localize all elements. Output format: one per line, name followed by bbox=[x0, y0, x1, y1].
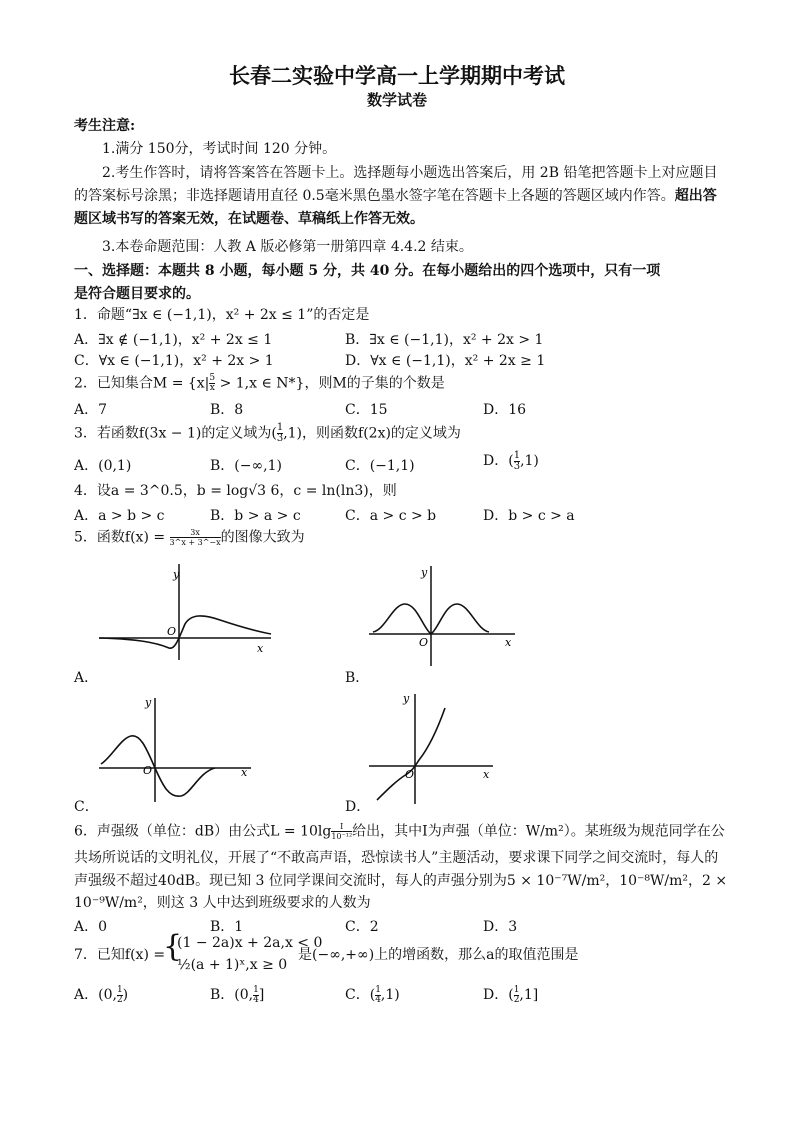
q7-option-b-post: ] bbox=[258, 987, 265, 1003]
q5-graph-a bbox=[95, 558, 275, 668]
q2-option-a: A．7 bbox=[74, 402, 108, 418]
q1-option-b: B．∃x ∈ (−1,1)，x² + 2x > 1 bbox=[345, 332, 544, 348]
q3-stem bbox=[74, 423, 461, 444]
graph-a-y-label: y bbox=[173, 568, 180, 581]
q4-option-a: A．a > b > c bbox=[74, 508, 165, 524]
q2-stem-pre: 2．已知集合M = {x| bbox=[74, 375, 210, 392]
q5-graph-c bbox=[95, 690, 255, 808]
q2-stem-post: > 1,x ∈ N*}，则M的子集的个数是 bbox=[215, 375, 445, 392]
q6-option-a: A．0 bbox=[74, 919, 108, 935]
q2-option-d: D．16 bbox=[483, 402, 527, 418]
q1-stem: 1．命题“∃x ∈ (−1,1)，x² + 2x ≤ 1”的否定是 bbox=[74, 307, 370, 323]
q7-option-c bbox=[345, 984, 400, 1005]
q4-option-c: C．a > c > b bbox=[345, 508, 437, 524]
q7-option-a bbox=[74, 984, 128, 1005]
q7-option-c-post: ,1) bbox=[380, 987, 400, 1003]
q6-frac-den: 10⁻¹² bbox=[331, 832, 353, 841]
q1-option-c: C．∀x ∈ (−1,1)，x² + 2x > 1 bbox=[74, 353, 274, 369]
section-heading-line2: 是符合题目要求的。 bbox=[74, 286, 200, 302]
graph-a-curve bbox=[99, 616, 271, 648]
q6-line3: 声强级不超过40dB。现已知 3 位同学课间交流时，每人的声强分别为5 × 10⁻⁷W/m²，10⁻⁸W/m²，2 × bbox=[74, 873, 728, 889]
graph-c-y-label: y bbox=[145, 696, 152, 709]
section-heading-line1: 一、选择题：本题共 8 小题，每小题 5 分，共 40 分。在每小题给出的四个选项中，只有一项 bbox=[74, 263, 661, 279]
q7-option-d bbox=[483, 984, 538, 1005]
q3-stem-post: ,1)，则函数f(2x)的定义域为 bbox=[283, 425, 461, 442]
q5-option-a: A． bbox=[74, 670, 99, 686]
notice-item-2-bold: 超出答题区域书写的答案无效，在试题卷、草稿纸上作答无效。 bbox=[74, 188, 717, 227]
q7-option-c-num: 1 bbox=[375, 984, 381, 995]
q3-option-b: B．(−∞,1) bbox=[210, 458, 282, 474]
q7-option-d-post: ,1] bbox=[519, 987, 539, 1003]
q7-option-d-pre: D．( bbox=[483, 987, 514, 1003]
q4-option-d: D．b > c > a bbox=[483, 508, 575, 524]
q5-stem bbox=[74, 528, 305, 547]
q6-line1 bbox=[74, 822, 725, 841]
q3-option-d-pre: D．( bbox=[483, 453, 514, 469]
q6-fraction bbox=[331, 822, 352, 841]
graph-d-curve bbox=[377, 708, 445, 800]
q5-fraction bbox=[170, 528, 221, 547]
q5-frac-den: 3^x + 3^−x bbox=[169, 538, 221, 547]
q7-option-d-den: 2 bbox=[513, 994, 520, 1005]
q6-line1-post: 给出，其中I为声强（单位：W/m²）。某班级为规范同学在公 bbox=[352, 823, 725, 840]
q7-option-b bbox=[210, 984, 264, 1005]
notice-item-1: 1.满分 150分，考试时间 120 分钟。 bbox=[102, 141, 337, 157]
graph-b-y-label: y bbox=[421, 566, 428, 579]
graph-c-curve bbox=[101, 736, 215, 796]
notice-heading: 考生注意: bbox=[74, 118, 136, 134]
q3-option-a: A．(0,1) bbox=[74, 458, 132, 474]
q6-option-b: B．1 bbox=[210, 919, 244, 935]
q4-option-b: B．b > a > c bbox=[210, 508, 301, 524]
q6-line1-pre: 6．声强级（单位：dB）由公式L = 10lg bbox=[74, 823, 332, 840]
notice-item-3: 3.本卷命题范围：人教 A 版必修第一册第四章 4.4.2 结束。 bbox=[102, 239, 473, 255]
q3-option-d-num: 1 bbox=[513, 449, 521, 461]
q7-option-c-pre: C．( bbox=[345, 987, 376, 1003]
q7-option-a-post: ) bbox=[122, 987, 129, 1003]
q4-stem: 4．设a = 3^0.5，b = log√3 6，c = ln(ln3)，则 bbox=[74, 483, 397, 499]
q6-option-d: D．3 bbox=[483, 919, 518, 935]
q7-option-a-den: 2 bbox=[116, 994, 123, 1005]
q1-option-d: D．∀x ∈ (−1,1)，x² + 2x ≥ 1 bbox=[345, 353, 546, 369]
q5-stem-pre: 5．函数f(x) = bbox=[74, 529, 170, 546]
graph-b-x-label: x bbox=[505, 636, 512, 649]
q7-case-2: ½(a + 1)ˣ,x ≥ 0 bbox=[177, 957, 288, 973]
q3-option-d-post: ,1) bbox=[520, 453, 539, 469]
q3-option-c: C．(−1,1) bbox=[345, 458, 415, 474]
q7-case-1: (1 − 2a)x + 2a,x < 0 bbox=[177, 935, 323, 951]
q2-option-b: B．8 bbox=[210, 402, 244, 418]
q6-line4: 10⁻⁹W/m²，则这 3 人中达到班级要求的人数为 bbox=[74, 895, 371, 911]
notice-item-2 bbox=[74, 162, 724, 231]
q7-brace: { bbox=[163, 929, 183, 964]
q7-option-b-den: 4 bbox=[253, 994, 259, 1005]
exam-title: 长春二实验中学高一上学期期中考试 bbox=[229, 63, 565, 88]
q7-stem-post: 是(−∞,+∞)上的增函数，那么a的取值范围是 bbox=[298, 947, 579, 963]
q2-frac-den: x bbox=[209, 383, 215, 393]
q1-option-a: A．∃x ∉ (−1,1)，x² + 2x ≤ 1 bbox=[74, 332, 273, 348]
q5-frac-num: 3x bbox=[170, 528, 221, 538]
exam-subtitle: 数学试卷 bbox=[366, 91, 427, 109]
q5-option-d: D． bbox=[345, 799, 371, 815]
q7-option-a-num: 1 bbox=[116, 984, 123, 995]
graph-d-origin: O bbox=[405, 768, 415, 781]
graph-c-x-label: x bbox=[241, 766, 248, 779]
q6-line2: 共场所说话的文明礼仪，开展了“不敢高声语，恐惊读书人”主题活动，要求课下同学之间交流时，每人的 bbox=[74, 850, 719, 866]
q5-graph-b bbox=[365, 560, 525, 670]
q5-option-b: B． bbox=[345, 670, 370, 686]
q3-stem-pre: 3．若函数f(3x − 1)的定义域为( bbox=[74, 425, 277, 442]
q7-option-b-pre: B．(0, bbox=[210, 987, 254, 1003]
q3-option-d bbox=[483, 450, 539, 472]
graph-a-x-label: x bbox=[257, 642, 264, 655]
graph-b-origin: O bbox=[419, 636, 429, 649]
q7-option-a-pre: A．(0, bbox=[74, 987, 117, 1003]
q2-stem bbox=[74, 374, 445, 393]
graph-c-origin: O bbox=[143, 764, 153, 777]
q2-frac-num: 5 bbox=[209, 373, 216, 383]
q6-option-c: C．2 bbox=[345, 919, 379, 935]
q7-stem-pre: 7．已知f(x) = bbox=[74, 947, 166, 963]
q6-frac-num: I bbox=[331, 822, 352, 832]
q7-option-d-num: 1 bbox=[513, 984, 520, 995]
q7-option-b-num: 1 bbox=[253, 984, 259, 995]
q5-graph-d bbox=[365, 688, 495, 808]
q2-option-c: C．15 bbox=[345, 402, 388, 418]
notice-item-2-text: 2.考生作答时，请将答案答在答题卡上。选择题每小题选出答案后，用 2B 铅笔把答题卡上对应题目的答案标号涂黑；非选择题请用直径 0.5毫米黑色墨水签字笔在答题卡上各题的答题区域内作答。 bbox=[74, 165, 718, 204]
graph-a-origin: O bbox=[167, 625, 177, 638]
q5-stem-post: 的图像大致为 bbox=[220, 529, 305, 546]
q5-option-c: C． bbox=[74, 799, 99, 815]
q3-frac-num: 1 bbox=[276, 422, 284, 433]
graph-d-x-label: x bbox=[483, 768, 490, 781]
q7-option-c-den: 4 bbox=[375, 994, 381, 1005]
q3-frac-den: 3 bbox=[276, 433, 284, 444]
graph-d-y-label: y bbox=[403, 692, 410, 705]
q3-option-d-den: 3 bbox=[513, 460, 521, 472]
